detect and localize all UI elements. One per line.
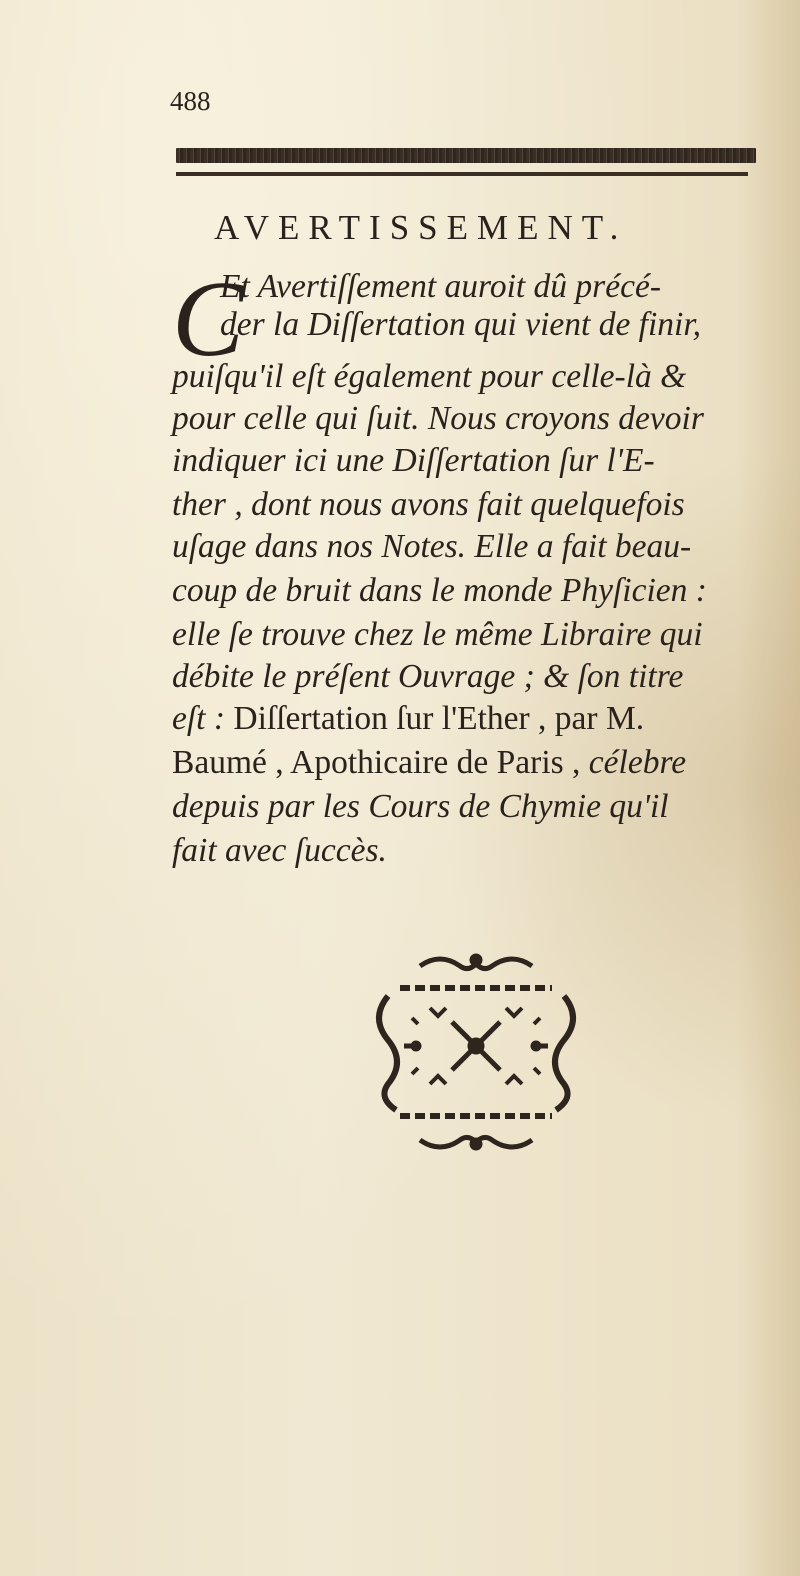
text-line: depuis par les Cours de Chymie qu'il bbox=[172, 788, 669, 825]
text-line: elle ſe trouve chez le même Libraire qui bbox=[172, 616, 703, 653]
text-line: der la Diſſertation qui vient de finir, bbox=[220, 306, 702, 343]
fleuron-ornament-icon bbox=[360, 948, 592, 1158]
header-rule-thin bbox=[176, 172, 748, 176]
text-line: uſage dans nos Notes. Elle a fait beau- bbox=[172, 528, 692, 565]
text-line: eſt : Diſſertation ſur l'Ether , par M. bbox=[172, 700, 645, 737]
text-line: pour celle qui ſuit. Nous croyons devoir bbox=[172, 400, 704, 437]
drop-cap: C bbox=[172, 260, 245, 379]
text-line: indiquer ici une Diſſertation ſur l'E- bbox=[172, 442, 655, 479]
text-line: fait avec ſuccès. bbox=[172, 832, 387, 869]
text-line: ther , dont nous avons fait quelquefois bbox=[172, 486, 685, 523]
header-rule-thick bbox=[176, 148, 756, 163]
text-line: puiſqu'il eſt également pour celle-là & bbox=[172, 358, 687, 395]
page-number: 488 bbox=[170, 86, 211, 116]
text-line: débite le préſent Ouvrage ; & ſon titre bbox=[172, 658, 684, 695]
text-line: coup de bruit dans le monde Phyſicien : bbox=[172, 572, 707, 609]
text-line: Et Avertiſſement auroit dû précé- bbox=[220, 268, 661, 305]
page-heading: AVERTISSEMENT. bbox=[214, 208, 628, 247]
text-line: Baumé , Apothicaire de Paris , célebre bbox=[172, 744, 687, 781]
